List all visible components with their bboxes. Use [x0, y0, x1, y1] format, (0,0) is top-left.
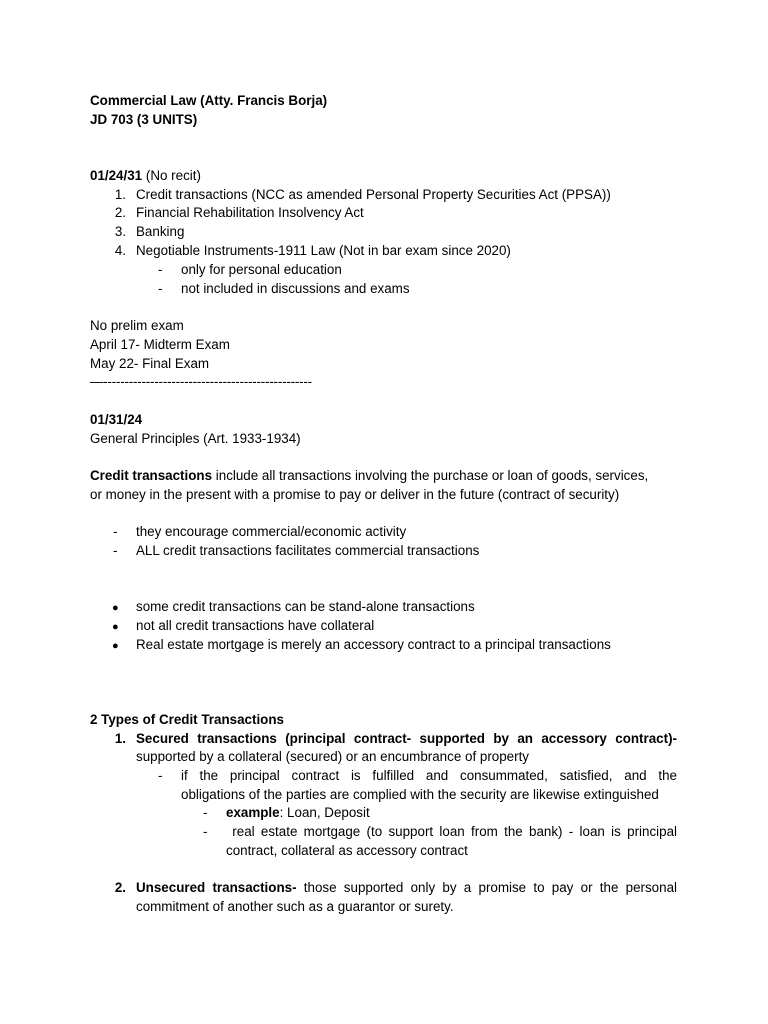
bullet-point: Real estate mortgage is merely an accessory contract to a principal transactions	[136, 637, 611, 652]
document-title: Commercial Law (Atty. Francis Borja)	[90, 93, 328, 108]
dash-marker: -	[113, 524, 118, 539]
session2-subtitle: General Principles (Art. 1933-1934)	[90, 431, 301, 446]
list-number: 3.	[114, 224, 126, 239]
divider-line: —-------------------------------------------------	[90, 374, 312, 389]
dash-point: they encourage commercial/economic activity	[136, 524, 407, 539]
example-line2: contract, collateral as accessory contract	[226, 843, 468, 858]
types-heading: 2 Types of Credit Transactions	[90, 712, 284, 727]
bullet-point: not all credit transactions have collateral	[136, 618, 375, 633]
example-line: real estate mortgage (to support loan from the bank) - loan is principal	[226, 824, 677, 839]
bullet-point: some credit transactions can be stand-alone transactions	[136, 599, 475, 614]
definition-paragraph	[90, 467, 648, 486]
dash-marker: -	[158, 768, 163, 783]
session1-heading	[90, 167, 201, 186]
dash-marker: -	[113, 543, 118, 558]
dash-point: ALL credit transactions facilitates commercial transactions	[136, 543, 480, 558]
definition-line2: or money in the present with a promise to pay or deliver in the future (contract of security)	[90, 487, 620, 502]
unsecured-line2: commitment of another such as a guarantor or surety.	[136, 899, 454, 914]
session2-date: 01/31/24	[90, 412, 143, 427]
session1-date-note: (No recit)	[145, 168, 201, 183]
secured-description: supported by a collateral (secured) or an encumbrance of property	[136, 749, 530, 764]
schedule-line: May 22- Final Exam	[90, 356, 210, 371]
secured-subnote-line1: if the principal contract is fulfilled and consummated, satisfied, and the	[181, 768, 677, 783]
example-line	[226, 804, 370, 823]
subnote: not included in discussions and exams	[181, 281, 410, 296]
dash-marker: -	[203, 805, 208, 820]
schedule-line: April 17- Midterm Exam	[90, 337, 230, 352]
subnote: only for personal education	[181, 262, 342, 277]
schedule-line: No prelim exam	[90, 318, 184, 333]
definition-text: include all transactions involving the purchase or loan of goods, services,	[212, 468, 649, 483]
list-number: 1.	[114, 731, 126, 746]
list-number: 1.	[114, 187, 126, 202]
list-item: Negotiable Instruments-1911 Law (Not in bar exam since 2020)	[136, 243, 511, 258]
bullet-icon: ●	[112, 602, 119, 614]
list-number: 2.	[114, 205, 126, 220]
bullet-icon: ●	[112, 621, 119, 633]
course-code: JD 703 (3 UNITS)	[90, 112, 198, 127]
dash-marker: -	[158, 281, 163, 296]
unsecured-title: Unsecured transactions-	[136, 880, 297, 895]
definition-term: Credit transactions	[90, 468, 213, 483]
list-item: Financial Rehabilitation Insolvency Act	[136, 205, 364, 220]
example-label: example	[226, 805, 280, 820]
dash-marker: -	[203, 824, 208, 839]
bullet-icon: ●	[112, 640, 119, 652]
list-item: Credit transactions (NCC as amended Personal Property Securities Act (PPSA))	[136, 187, 611, 202]
session1-date: 01/24/31	[90, 168, 143, 183]
list-number: 2.	[114, 880, 126, 895]
dash-marker: -	[158, 262, 163, 277]
unsecured-text: those supported only by a promise to pay or the personal	[296, 880, 677, 895]
list-item: Banking	[136, 224, 185, 239]
secured-subnote-line2: obligations of the parties are complied with the security are likewise extinguished	[181, 787, 659, 802]
example-text: : Loan, Deposit	[279, 805, 370, 820]
secured-title: Secured transactions (principal contract- supported by an accessory contract)-	[136, 731, 677, 746]
unsecured-line1	[136, 879, 677, 898]
list-number: 4.	[114, 243, 126, 258]
